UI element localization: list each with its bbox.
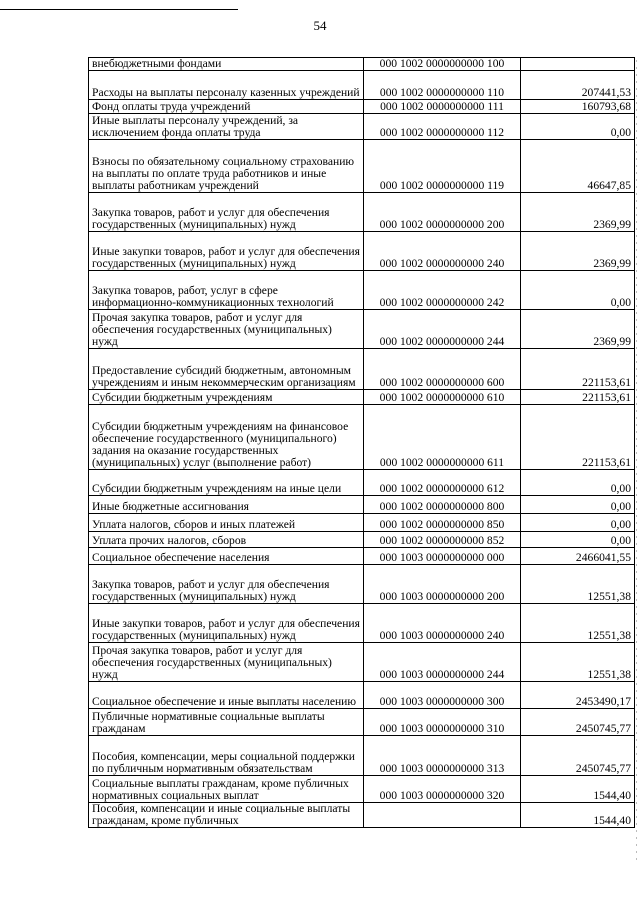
row-code: 000 1002 0000000000 200 — [364, 193, 521, 232]
table-row — [89, 271, 635, 310]
row-amount: 2369,99 — [521, 310, 635, 349]
row-code: 000 1002 0000000000 242 — [364, 271, 521, 310]
row-name: Прочая закупка товаров, работ и услуг для обеспечения государственных (муниципальных) нужд — [89, 643, 364, 682]
table-row — [89, 604, 635, 643]
row-name: Социальное обеспечение и иные выплаты населению — [89, 682, 364, 709]
table-row — [89, 548, 635, 565]
row-name: Уплата прочих налогов, сборов — [89, 532, 364, 548]
row-name: Прочая закупка товаров, работ и услуг для обеспечения государственных (муниципальных) нужд — [89, 310, 364, 349]
table-row — [89, 514, 635, 532]
row-amount: 1544,40 — [521, 803, 635, 828]
row-code: 000 1002 0000000000 112 — [364, 114, 521, 140]
table-row — [89, 709, 635, 736]
page-number: 54 — [313, 18, 327, 33]
row-amount: 12551,38 — [521, 565, 635, 604]
row-code: 000 1002 0000000000 611 — [364, 405, 521, 470]
row-amount: 221153,61 — [521, 390, 635, 405]
table-row — [89, 736, 635, 776]
table-row — [89, 470, 635, 496]
row-amount: 1544,40 — [521, 776, 635, 803]
row-code: 000 1003 0000000000 300 — [364, 682, 521, 709]
row-amount: 12551,38 — [521, 643, 635, 682]
row-amount: 221153,61 — [521, 405, 635, 470]
row-code: 000 1002 0000000000 110 — [364, 71, 521, 100]
row-name: Социальное обеспечение населения — [89, 548, 364, 565]
table-row — [89, 58, 635, 71]
row-name: Публичные нормативные социальные выплаты гражданам — [89, 709, 364, 736]
table-row — [89, 193, 635, 232]
table-row — [89, 310, 635, 349]
row-name: Иные бюджетные ассигнования — [89, 496, 364, 514]
row-code: 000 1002 0000000000 111 — [364, 100, 521, 114]
row-code — [364, 803, 521, 828]
row-code: 000 1002 0000000000 850 — [364, 514, 521, 532]
row-code: 000 1002 0000000000 852 — [364, 532, 521, 548]
row-name: Субсидии бюджетным учреждениям — [89, 390, 364, 405]
row-code: 000 1002 0000000000 244 — [364, 310, 521, 349]
row-name: Иные закупки товаров, работ и услуг для обеспечения государственных (муниципальных) нужд — [89, 232, 364, 271]
row-name: Фонд оплаты труда учреждений — [89, 100, 364, 114]
table-row — [89, 114, 635, 140]
table-row — [89, 682, 635, 709]
table-row — [89, 349, 635, 390]
row-name: внебюджетными фондами — [89, 58, 364, 71]
row-name: Социальные выплаты гражданам, кроме публичных нормативных социальных выплат — [89, 776, 364, 803]
row-name: Предоставление субсидий бюджетным, автономным учреждениям и иным некоммерческим организациям — [89, 349, 364, 390]
scan-edge-artifact — [636, 60, 637, 860]
row-code: 000 1003 0000000000 200 — [364, 565, 521, 604]
row-amount: 2450745,77 — [521, 709, 635, 736]
row-code: 000 1003 0000000000 000 — [364, 548, 521, 565]
row-code: 000 1002 0000000000 100 — [364, 58, 521, 71]
row-amount: 207441,53 — [521, 71, 635, 100]
table-row — [89, 532, 635, 548]
row-name: Уплата налогов, сборов и иных платежей — [89, 514, 364, 532]
header-rule — [0, 9, 238, 10]
row-name: Расходы на выплаты персоналу казенных учреждений — [89, 71, 364, 100]
row-name: Субсидии бюджетным учреждениям на иные цели — [89, 470, 364, 496]
row-amount: 0,00 — [521, 496, 635, 514]
table-row — [89, 405, 635, 470]
row-name: Иные закупки товаров, работ и услуг для обеспечения государственных (муниципальных) нужд — [89, 604, 364, 643]
row-amount: 2466041,55 — [521, 548, 635, 565]
table-row — [89, 803, 635, 828]
row-amount: 2369,99 — [521, 232, 635, 271]
row-name: Закупка товаров, работ и услуг для обеспечения государственных (муниципальных) нужд — [89, 565, 364, 604]
row-amount: 46647,85 — [521, 140, 635, 193]
row-amount: 0,00 — [521, 470, 635, 496]
row-code: 000 1002 0000000000 119 — [364, 140, 521, 193]
row-amount: 2450745,77 — [521, 736, 635, 776]
row-code: 000 1002 0000000000 600 — [364, 349, 521, 390]
row-amount: 0,00 — [521, 114, 635, 140]
row-name: Закупка товаров, работ, услуг в сфере информационно-коммуникационных технологий — [89, 271, 364, 310]
table-row — [89, 565, 635, 604]
row-code: 000 1002 0000000000 610 — [364, 390, 521, 405]
row-amount — [521, 58, 635, 71]
row-amount: 2453490,17 — [521, 682, 635, 709]
table-row — [89, 232, 635, 271]
row-amount: 0,00 — [521, 514, 635, 532]
row-code: 000 1003 0000000000 244 — [364, 643, 521, 682]
budget-table — [88, 57, 635, 828]
row-code: 000 1003 0000000000 310 — [364, 709, 521, 736]
row-code: 000 1003 0000000000 320 — [364, 776, 521, 803]
row-amount: 221153,61 — [521, 349, 635, 390]
row-amount: 0,00 — [521, 532, 635, 548]
row-code: 000 1003 0000000000 240 — [364, 604, 521, 643]
row-amount: 0,00 — [521, 271, 635, 310]
table-row — [89, 100, 635, 114]
row-amount: 2369,99 — [521, 193, 635, 232]
table-row — [89, 140, 635, 193]
table-row — [89, 496, 635, 514]
row-code: 000 1003 0000000000 313 — [364, 736, 521, 776]
table-row — [89, 71, 635, 100]
table-row — [89, 643, 635, 682]
table-row — [89, 776, 635, 803]
row-name: Субсидии бюджетным учреждениям на финансовое обеспечение государственного (муниципального) задания на оказание государственных (муниципальных) услуг (выполнение работ) — [89, 405, 364, 470]
row-code: 000 1002 0000000000 240 — [364, 232, 521, 271]
row-code: 000 1002 0000000000 612 — [364, 470, 521, 496]
row-name: Взносы по обязательному социальному страхованию на выплаты по оплате труда работников и иные выплаты работникам учреждений — [89, 140, 364, 193]
row-amount: 160793,68 — [521, 100, 635, 114]
row-name: Иные выплаты персоналу учреждений, за исключением фонда оплаты труда — [89, 114, 364, 140]
row-code: 000 1002 0000000000 800 — [364, 496, 521, 514]
row-name: Пособия, компенсации и иные социальные выплаты гражданам, кроме публичных — [89, 803, 364, 828]
row-name: Закупка товаров, работ и услуг для обеспечения государственных (муниципальных) нужд — [89, 193, 364, 232]
row-amount: 12551,38 — [521, 604, 635, 643]
row-name: Пособия, компенсации, меры социальной поддержки по публичным нормативным обязательствам — [89, 736, 364, 776]
table-row — [89, 390, 635, 405]
